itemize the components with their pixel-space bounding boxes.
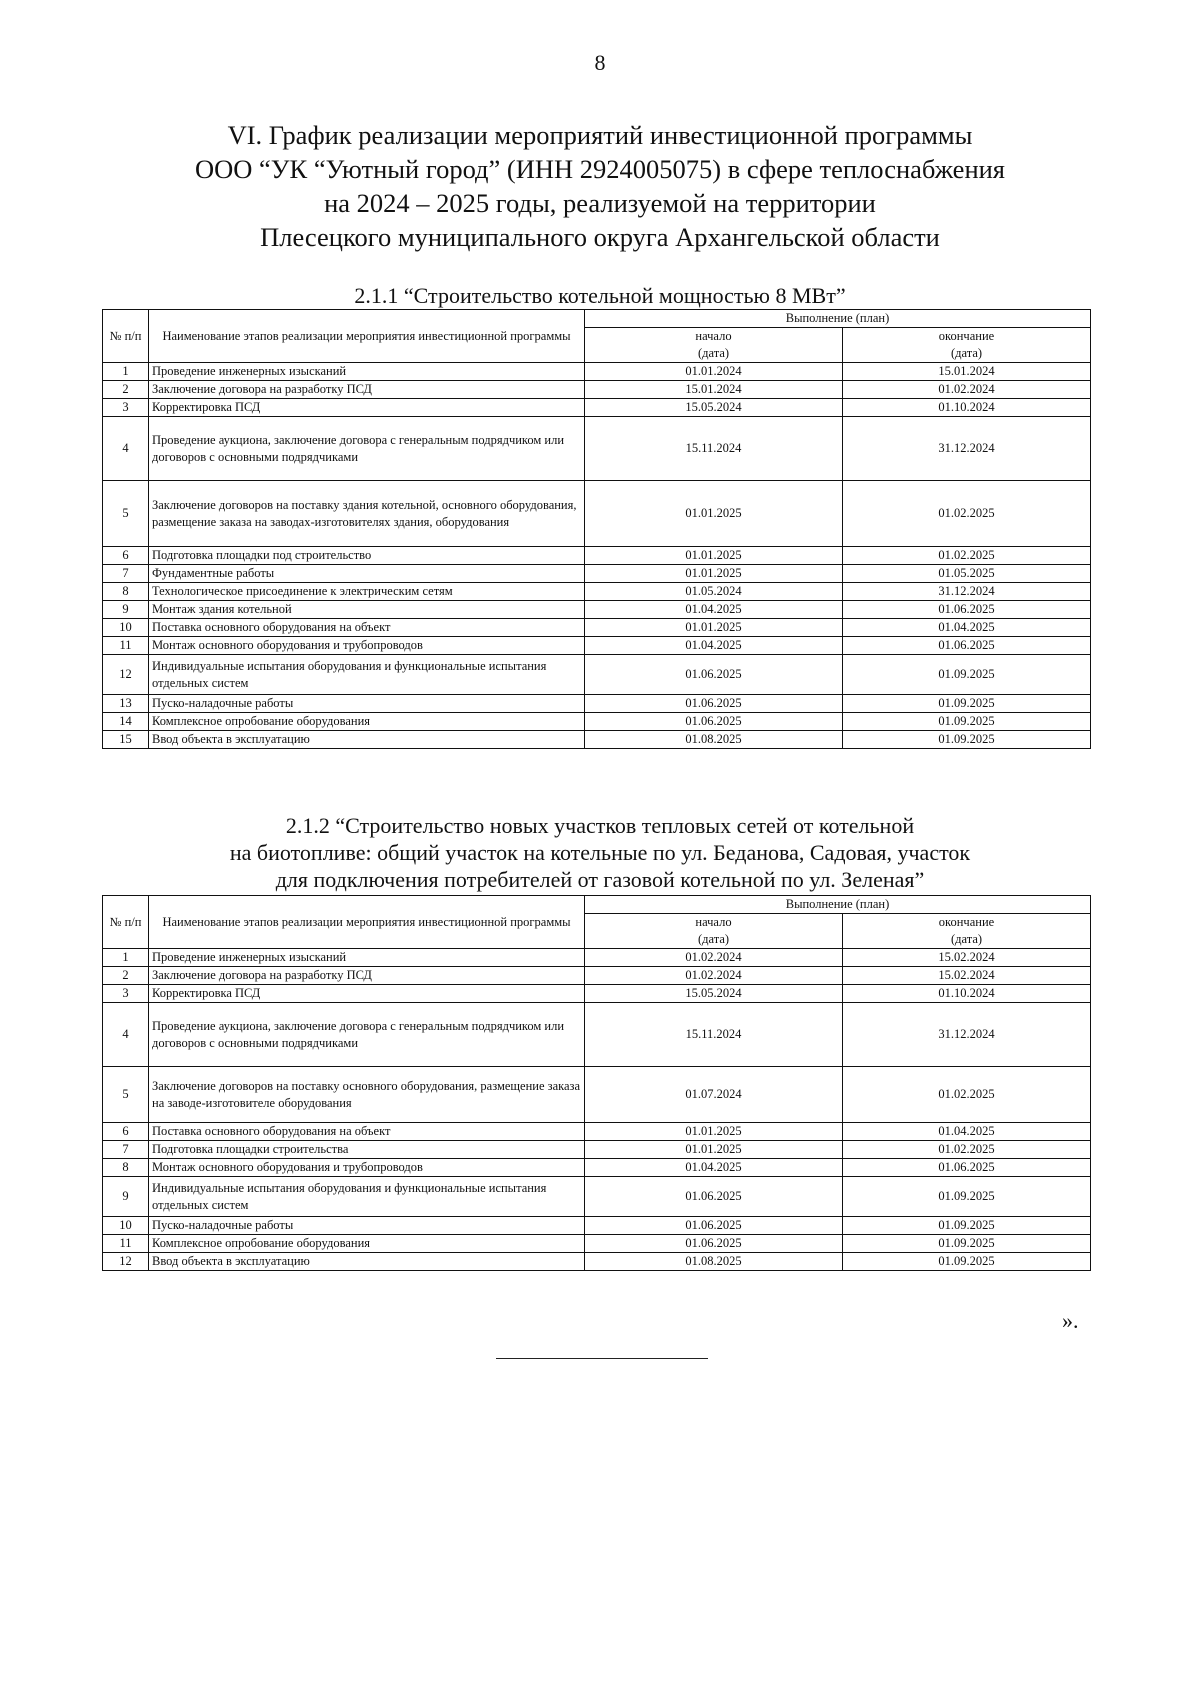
section1-title-line: 2.1.1 “Строительство котельной мощностью 8 МВт” xyxy=(354,283,846,308)
row-start: 01.01.2025 xyxy=(585,1123,843,1141)
row-end: 01.02.2025 xyxy=(843,1067,1091,1123)
row-start: 01.06.2025 xyxy=(585,1235,843,1253)
row-name: Индивидуальные испытания оборудования и функциональные испытания отдельных систем xyxy=(149,1177,585,1217)
row-name: Проведение аукциона, заключение договора с генеральным подрядчиком или договоров с основными подрядчиками xyxy=(149,417,585,481)
table-row xyxy=(103,399,1091,417)
row-start: 15.11.2024 xyxy=(585,417,843,481)
start-sublabel: (дата) xyxy=(697,346,730,360)
end-label: окончание xyxy=(938,915,995,929)
row-num: 8 xyxy=(103,583,149,601)
row-num: 7 xyxy=(103,565,149,583)
table-row xyxy=(103,547,1091,565)
table-row xyxy=(103,1177,1091,1217)
row-end: 01.06.2025 xyxy=(843,1159,1091,1177)
section2-table xyxy=(102,895,1091,1271)
row-start: 01.01.2025 xyxy=(585,565,843,583)
row-num: 1 xyxy=(103,949,149,967)
row-name: Монтаж основного оборудования и трубопроводов xyxy=(149,1159,585,1177)
column-header-name: Наименование этапов реализации мероприятия инвестиционной программы xyxy=(149,310,585,363)
table-row xyxy=(103,1235,1091,1253)
table-row xyxy=(103,1141,1091,1159)
row-num: 4 xyxy=(103,1003,149,1067)
end-sublabel: (дата) xyxy=(950,346,983,360)
row-name: Заключение договора на разработку ПСД xyxy=(149,381,585,399)
row-name: Пуско-наладочные работы xyxy=(149,695,585,713)
table-row xyxy=(103,417,1091,481)
end-label: окончание xyxy=(938,329,995,343)
row-start: 01.08.2025 xyxy=(585,731,843,749)
column-header-execution: Выполнение (план) xyxy=(585,896,1091,914)
row-num: 5 xyxy=(103,481,149,547)
column-header-num: № п/п xyxy=(103,310,149,363)
section2-title-line: для подключения потребителей от газовой котельной по ул. Зеленая” xyxy=(275,867,925,892)
title-line: ООО “УК “Уютный город” (ИНН 2924005075) в сфере теплоснабжения xyxy=(194,154,1005,184)
row-name: Поставка основного оборудования на объект xyxy=(149,619,585,637)
row-num: 6 xyxy=(103,547,149,565)
row-start: 01.01.2025 xyxy=(585,1141,843,1159)
table-row xyxy=(103,1253,1091,1271)
row-end: 01.04.2025 xyxy=(843,1123,1091,1141)
table-row xyxy=(103,1217,1091,1235)
page-number: 8 xyxy=(594,50,606,75)
row-name: Ввод объекта в эксплуатацию xyxy=(149,731,585,749)
row-end: 31.12.2024 xyxy=(843,583,1091,601)
row-name: Подготовка площадки строительства xyxy=(149,1141,585,1159)
row-name: Проведение инженерных изысканий xyxy=(149,949,585,967)
row-start: 01.04.2025 xyxy=(585,601,843,619)
table-row xyxy=(103,695,1091,713)
row-name: Проведение аукциона, заключение договора с генеральным подрядчиком или договоров с основными подрядчиками xyxy=(149,1003,585,1067)
row-num: 6 xyxy=(103,1123,149,1141)
table-row xyxy=(103,967,1091,985)
table-row xyxy=(103,481,1091,547)
row-end: 01.09.2025 xyxy=(843,713,1091,731)
table-row xyxy=(103,985,1091,1003)
row-start: 01.08.2025 xyxy=(585,1253,843,1271)
end-divider xyxy=(496,1358,708,1359)
section2-title-line: 2.1.2 “Строительство новых участков тепловых сетей от котельной xyxy=(285,813,915,838)
row-start: 01.01.2024 xyxy=(585,363,843,381)
row-start: 01.02.2024 xyxy=(585,967,843,985)
row-start: 15.05.2024 xyxy=(585,985,843,1003)
row-end: 01.09.2025 xyxy=(843,1235,1091,1253)
row-num: 11 xyxy=(103,637,149,655)
row-start: 01.05.2024 xyxy=(585,583,843,601)
row-end: 01.10.2024 xyxy=(843,399,1091,417)
section1-title xyxy=(100,282,1100,309)
row-end: 01.10.2024 xyxy=(843,985,1091,1003)
row-end: 01.09.2025 xyxy=(843,695,1091,713)
row-start: 01.06.2025 xyxy=(585,655,843,695)
row-name: Технологическое присоединение к электрическим сетям xyxy=(149,583,585,601)
row-num: 8 xyxy=(103,1159,149,1177)
table-row xyxy=(103,363,1091,381)
start-sublabel: (дата) xyxy=(697,932,730,946)
column-header-execution: Выполнение (план) xyxy=(585,310,1091,328)
column-header-end xyxy=(843,328,1091,363)
row-num: 9 xyxy=(103,1177,149,1217)
row-num: 7 xyxy=(103,1141,149,1159)
row-start: 01.04.2025 xyxy=(585,1159,843,1177)
row-num: 4 xyxy=(103,417,149,481)
title-line: VI. График реализации мероприятий инвестиционной программы xyxy=(227,120,973,150)
row-start: 15.01.2024 xyxy=(585,381,843,399)
table-row xyxy=(103,1159,1091,1177)
row-num: 12 xyxy=(103,1253,149,1271)
table-row xyxy=(103,619,1091,637)
row-name: Поставка основного оборудования на объект xyxy=(149,1123,585,1141)
row-end: 01.09.2025 xyxy=(843,655,1091,695)
column-header-end xyxy=(843,914,1091,949)
row-num: 10 xyxy=(103,619,149,637)
table-row xyxy=(103,1123,1091,1141)
document-title xyxy=(100,118,1100,254)
row-start: 01.06.2025 xyxy=(585,713,843,731)
row-num: 5 xyxy=(103,1067,149,1123)
row-name: Заключение договора на разработку ПСД xyxy=(149,967,585,985)
row-start: 01.07.2024 xyxy=(585,1067,843,1123)
row-name: Комплексное опробование оборудования xyxy=(149,1235,585,1253)
row-start: 01.01.2025 xyxy=(585,481,843,547)
column-header-name: Наименование этапов реализации мероприятия инвестиционной программы xyxy=(149,896,585,949)
start-label: начало xyxy=(695,915,732,929)
row-end: 01.09.2025 xyxy=(843,731,1091,749)
row-num: 11 xyxy=(103,1235,149,1253)
row-end: 01.02.2025 xyxy=(843,547,1091,565)
table-row xyxy=(103,655,1091,695)
section1-table-body xyxy=(103,363,1091,749)
title-line: на 2024 – 2025 годы, реализуемой на территории xyxy=(324,188,876,218)
table-row xyxy=(103,731,1091,749)
row-end: 01.02.2025 xyxy=(843,481,1091,547)
row-end: 01.05.2025 xyxy=(843,565,1091,583)
table-row xyxy=(103,381,1091,399)
row-num: 9 xyxy=(103,601,149,619)
row-end: 01.02.2025 xyxy=(843,1141,1091,1159)
row-num: 1 xyxy=(103,363,149,381)
row-name: Фундаментные работы xyxy=(149,565,585,583)
table-row xyxy=(103,1067,1091,1123)
end-sublabel: (дата) xyxy=(950,932,983,946)
row-start: 01.06.2025 xyxy=(585,1217,843,1235)
row-num: 3 xyxy=(103,985,149,1003)
row-num: 15 xyxy=(103,731,149,749)
row-end: 31.12.2024 xyxy=(843,417,1091,481)
row-name: Заключение договоров на поставку здания котельной, основного оборудования, размещение заказа на заводах-изготовителях здания, оборудования xyxy=(149,481,585,547)
table-row xyxy=(103,949,1091,967)
row-end: 31.12.2024 xyxy=(843,1003,1091,1067)
row-num: 2 xyxy=(103,381,149,399)
row-name: Комплексное опробование оборудования xyxy=(149,713,585,731)
row-name: Проведение инженерных изысканий xyxy=(149,363,585,381)
row-num: 12 xyxy=(103,655,149,695)
table-row xyxy=(103,637,1091,655)
row-name: Ввод объекта в эксплуатацию xyxy=(149,1253,585,1271)
row-name: Пуско-наладочные работы xyxy=(149,1217,585,1235)
row-end: 01.04.2025 xyxy=(843,619,1091,637)
row-name: Монтаж основного оборудования и трубопроводов xyxy=(149,637,585,655)
row-name: Подготовка площадки под строительство xyxy=(149,547,585,565)
row-start: 01.01.2025 xyxy=(585,547,843,565)
row-name: Индивидуальные испытания оборудования и функциональные испытания отдельных систем xyxy=(149,655,585,695)
column-header-start xyxy=(585,914,843,949)
row-start: 01.06.2025 xyxy=(585,1177,843,1217)
row-name: Корректировка ПСД xyxy=(149,985,585,1003)
section1-table xyxy=(102,309,1091,749)
table-row xyxy=(103,1003,1091,1067)
row-num: 13 xyxy=(103,695,149,713)
table-row xyxy=(103,583,1091,601)
row-start: 15.11.2024 xyxy=(585,1003,843,1067)
row-end: 01.09.2025 xyxy=(843,1177,1091,1217)
section2-title-line: на биотопливе: общий участок на котельные по ул. Беданова, Садовая, участок xyxy=(229,840,971,865)
row-name: Заключение договоров на поставку основного оборудования, размещение заказа на заводе-изготовителе оборудования xyxy=(149,1067,585,1123)
row-end: 01.06.2025 xyxy=(843,637,1091,655)
row-start: 01.01.2025 xyxy=(585,619,843,637)
row-start: 15.05.2024 xyxy=(585,399,843,417)
closing-quote: ». xyxy=(1062,1308,1079,1333)
column-header-start xyxy=(585,328,843,363)
row-name: Монтаж здания котельной xyxy=(149,601,585,619)
row-end: 15.02.2024 xyxy=(843,967,1091,985)
row-num: 2 xyxy=(103,967,149,985)
row-end: 15.01.2024 xyxy=(843,363,1091,381)
row-num: 10 xyxy=(103,1217,149,1235)
row-num: 3 xyxy=(103,399,149,417)
start-label: начало xyxy=(695,329,732,343)
section2-table-body xyxy=(103,949,1091,1271)
row-end: 01.02.2024 xyxy=(843,381,1091,399)
row-num: 14 xyxy=(103,713,149,731)
row-end: 01.09.2025 xyxy=(843,1217,1091,1235)
table-row xyxy=(103,713,1091,731)
row-name: Корректировка ПСД xyxy=(149,399,585,417)
row-end: 01.09.2025 xyxy=(843,1253,1091,1271)
table-row xyxy=(103,601,1091,619)
column-header-num: № п/п xyxy=(103,896,149,949)
row-end: 15.02.2024 xyxy=(843,949,1091,967)
table-row xyxy=(103,565,1091,583)
row-start: 01.02.2024 xyxy=(585,949,843,967)
row-start: 01.04.2025 xyxy=(585,637,843,655)
row-end: 01.06.2025 xyxy=(843,601,1091,619)
section2-title xyxy=(100,812,1100,893)
title-line: Плесецкого муниципального округа Архангельской области xyxy=(260,222,940,252)
row-start: 01.06.2025 xyxy=(585,695,843,713)
